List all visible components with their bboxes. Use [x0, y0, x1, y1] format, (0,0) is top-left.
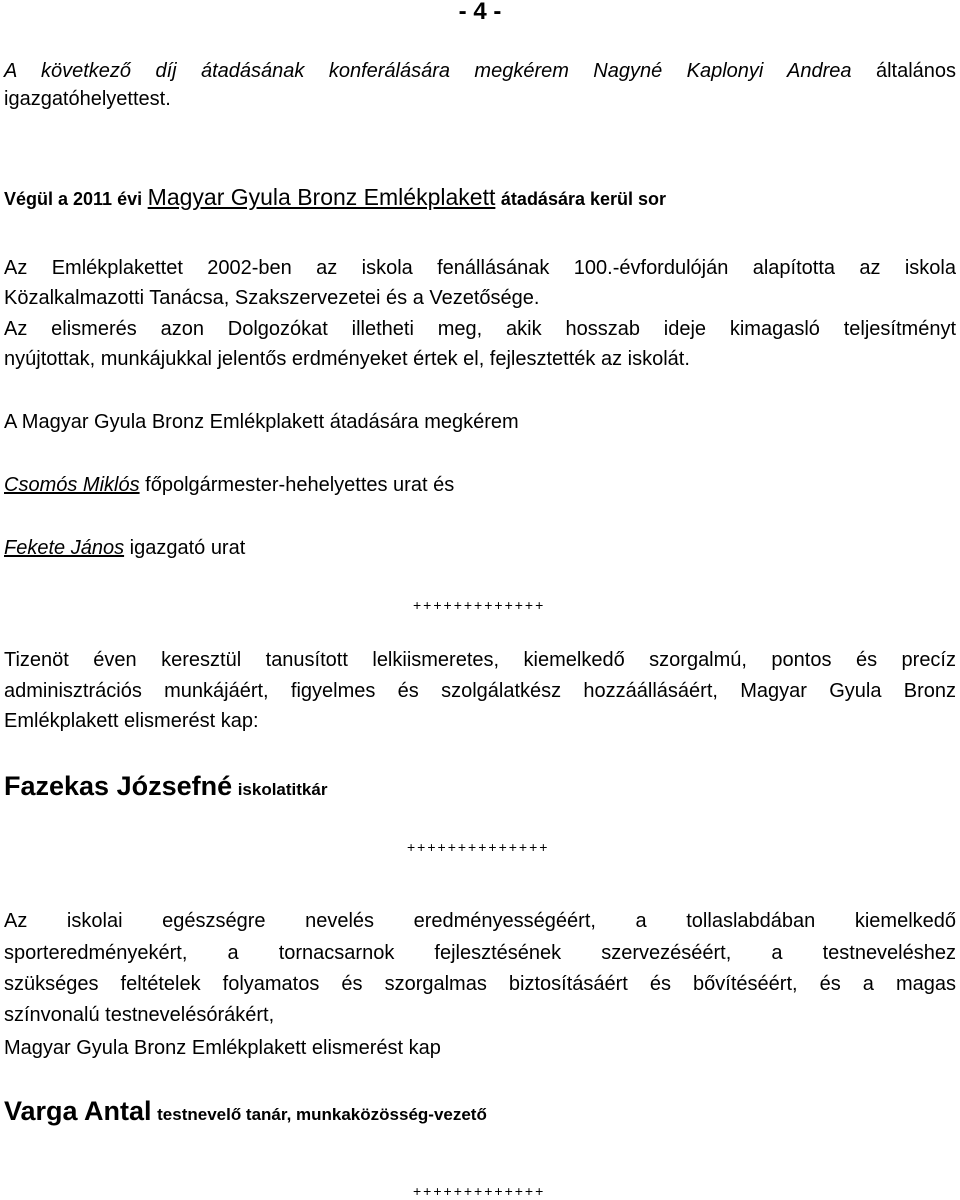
award-criteria-line1: Az elismerés azon Dolgozókat illetheti meg, akik hosszab ideje kimagasló teljesítményt: [4, 318, 956, 340]
separator-2: ++++++++++++++: [407, 839, 550, 855]
heading-pre: Végül a 2011 évi: [4, 189, 143, 209]
laudation-1-line2: adminisztrációs munkájáért, figyelmes és szolgálatkész hozzáállásáért, Magyar Gyula Bronz: [4, 680, 956, 702]
separator-1: +++++++++++++: [413, 597, 546, 613]
presenter-intro-tail: általános: [875, 60, 957, 82]
presenter-1-name: Csomós Miklós: [4, 474, 140, 496]
awardee-2: [4, 1097, 956, 1129]
paragraph-presenter-intro: [4, 57, 956, 85]
presenter-2: [4, 534, 956, 562]
award-history-line2: Közalkalmazotti Tanácsa, Szakszervezetei és a Vezetősége.: [4, 287, 540, 309]
award-criteria-line2: nyújtottak, munkájukkal jelentős erdményeket értek el, fejlesztették az iskolát.: [4, 348, 690, 370]
laudation-2-line5: Magyar Gyula Bronz Emlékplakett elismerést kap: [4, 1037, 441, 1059]
presenter-1-role: főpolgármester-hehelyettes urat és: [145, 474, 455, 496]
heading-post: átadására kerül sor: [500, 189, 667, 209]
handover-request: A Magyar Gyula Bronz Emlékplakett átadására megkérem: [4, 411, 519, 433]
laudation-2-line4: színvonalú testnevelésórákért,: [4, 1004, 275, 1026]
presenter-1: [4, 471, 956, 499]
laudation-2-line2: sporteredményekért, a tornacsarnok fejlesztésének szervezéséért, a testneveléshez: [4, 942, 956, 964]
presenter-2-role: igazgató urat: [129, 537, 246, 559]
laudation-2-line1: Az iskolai egészségre nevelés eredményességéért, a tollaslabdában kiemelkedő: [4, 910, 956, 932]
laudation-1-line3: Emlékplakett elismerést kap:: [4, 710, 259, 732]
award-history-line1: Az Emlékplakettet 2002-ben az iskola fenállásának 100.-évfordulóján alapította az iskola: [4, 257, 956, 279]
awardee-2-name: Varga Antal: [4, 1096, 152, 1126]
presenter-intro-line2: igazgatóhelyettest.: [4, 88, 171, 110]
heading-award-name: Magyar Gyula Bronz Emlékplakett: [147, 184, 496, 210]
presenter-2-name: Fekete János: [4, 537, 125, 559]
awardee-1-role: iskolatitkár: [237, 780, 328, 799]
laudation-1-line1: Tizenöt éven keresztül tanusított lelkiismeretes, kiemelkedő szorgalmú, pontos és precíz: [4, 649, 956, 671]
separator-3: +++++++++++++: [413, 1183, 546, 1199]
awardee-1-name: Fazekas Józsefné: [4, 771, 233, 801]
awardee-1: [4, 772, 956, 804]
section-heading: [4, 183, 956, 213]
presenter-intro-italic: A következő díj átadásának konferálására megkérem Nagyné Kaplonyi Andrea: [4, 60, 852, 82]
awardee-2-role: testnevelő tanár, munkaközösség-vezető: [157, 1105, 487, 1124]
page-number: - 4 -: [458, 0, 502, 25]
laudation-2-line3: szükséges feltételek folyamatos és szorgalmas biztosításáért és bővítéséért, és a magas: [4, 973, 956, 995]
